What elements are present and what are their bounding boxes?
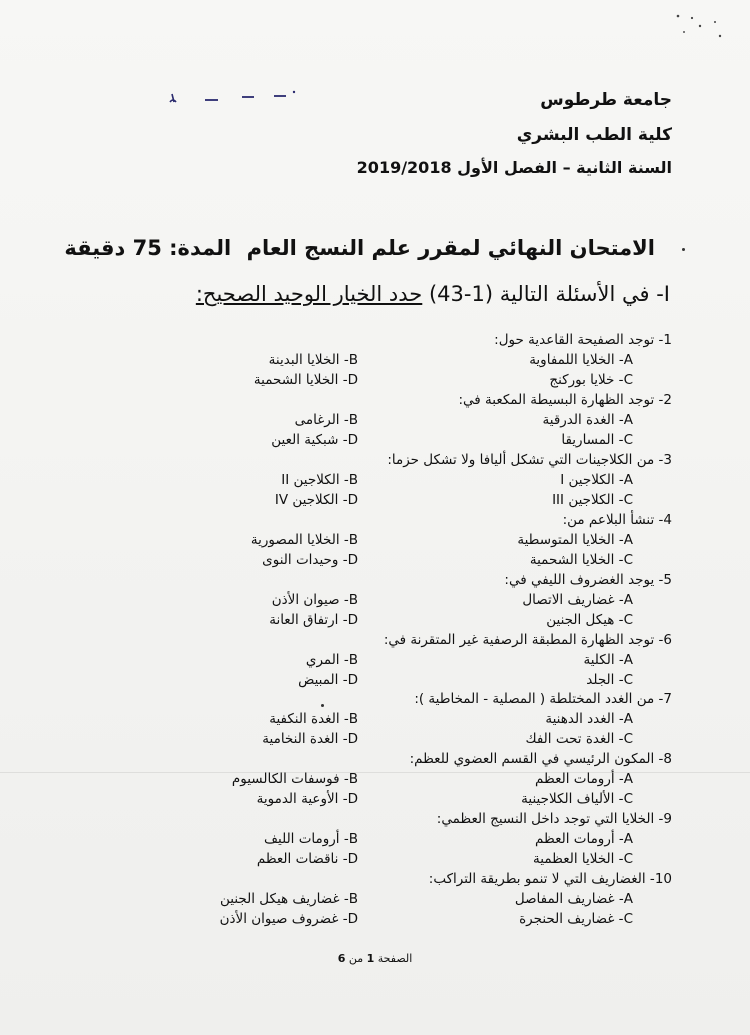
faculty-name: كلية الطب البشري <box>516 125 672 145</box>
footer-page-number: 1 <box>366 952 375 965</box>
q6-option-c: C- الجلد <box>586 672 633 688</box>
q7-option-a: A- الغدد الدهنية <box>545 711 633 727</box>
q7-option-c: C- الغدة تحت الفك <box>525 731 633 747</box>
year-semester: السنة الثانية – الفصل الأول 2019/2018 <box>356 158 672 177</box>
question-9: 9- الخلايا التي توجد داخل النسيج العظمي: <box>436 811 672 827</box>
q9-option-c: C- الخلايا العظمية <box>533 851 633 867</box>
q6-option-d: D- المبيض <box>298 672 358 688</box>
q6-option-b: B- المري <box>305 652 358 668</box>
q3-option-b: B- الكلاجين II <box>281 472 358 488</box>
q3-option-a: A- الكلاجين I <box>560 472 633 488</box>
q5-option-c: C- هيكل الجنين <box>546 612 633 628</box>
q8-option-a: A- أرومات العظم <box>535 771 633 787</box>
exam-duration: المدة: 75 دقيقة <box>64 236 232 260</box>
pen-marks <box>660 12 730 47</box>
question-8: 8- المكون الرئيسي في القسم العضوي للعظم: <box>409 751 672 767</box>
footer-of: من <box>348 952 364 965</box>
handwritten-dashes <box>150 88 310 118</box>
q10-option-b: B- غضاريف هيكل الجنين <box>219 891 358 907</box>
q4-option-a: A- الخلايا المتوسطية <box>517 532 633 548</box>
paper-fold <box>0 772 750 773</box>
page-footer <box>0 952 750 965</box>
question-6: 6- توجد الظهارة المطبقة الرصفية غير المتقرنة في: <box>383 632 672 648</box>
q8-option-d: D- الأوعية الدموية <box>256 791 358 807</box>
q9-option-b: B- أرومات الليف <box>264 831 358 847</box>
q4-option-c: C- الخلايا الشحمية <box>529 552 633 568</box>
q5-option-a: A- غضاريف الاتصال <box>522 592 633 608</box>
stray-dot <box>321 704 324 707</box>
q3-option-d: D- الكلاجين IV <box>274 492 358 508</box>
section-heading <box>196 282 670 306</box>
question-3: 3- من الكلاجينات التي تشكل أليافا ولا تشكل حزما: <box>387 452 672 468</box>
question-7: 7- من الغدد المختلطة ( المصلية - المخاطية ): <box>414 691 672 707</box>
question-1: 1- توجد الصفيحة القاعدية حول: <box>494 332 672 348</box>
university-name: جامعة طرطوس <box>540 90 672 110</box>
q10-option-d: D- غضروف صيوان الأذن <box>219 911 358 927</box>
q7-option-d: D- الغدة النخامية <box>262 731 358 747</box>
q9-option-d: D- ناقضات العظم <box>256 851 358 867</box>
bullet-mark <box>682 248 685 251</box>
q2-option-c: C- المساريقا <box>561 432 633 448</box>
q6-option-a: A- الكلية <box>583 652 633 668</box>
q3-option-c: C- الكلاجين III <box>552 492 633 508</box>
q1-option-c: C- خلايا بوركنج <box>549 372 633 388</box>
q1-option-a: A- الخلايا اللمفاوية <box>529 352 633 368</box>
question-2: 2- توجد الظهارة البسيطة المكعبة في: <box>458 392 672 408</box>
exam-title <box>64 236 655 260</box>
footer-prefix: الصفحة <box>377 952 413 965</box>
q5-option-d: D- ارتفاق العانة <box>269 612 358 628</box>
q10-option-a: A- غضاريف المفاصل <box>514 891 633 907</box>
q2-option-a: A- الغدة الدرقية <box>542 412 633 428</box>
question-5: 5- يوجد الغضروف الليفي في: <box>504 572 672 588</box>
section-instruction: حدد الخيار الوحيد الصحيح: <box>195 282 423 306</box>
q9-option-a: A- أرومات العظم <box>535 831 633 847</box>
exam-title-text: الامتحان النهائي لمقرر علم النسج العام <box>246 236 655 260</box>
question-10: 10- الغضاريف التي لا تنمو بطريقة التراكب: <box>428 871 672 887</box>
q7-option-b: B- الغدة النكفية <box>269 711 358 727</box>
q1-option-d: D- الخلايا الشحمية <box>253 372 358 388</box>
section-prefix: I- في الأسئلة التالية (1-43) <box>428 282 670 306</box>
q2-option-b: B- الرغامى <box>294 412 358 428</box>
q4-option-b: B- الخلايا المصورية <box>250 532 358 548</box>
footer-total-pages: 6 <box>337 952 346 965</box>
q1-option-b: B- الخلايا البدينة <box>268 352 358 368</box>
question-4: 4- تنشأ البلاعم من: <box>562 512 672 528</box>
q5-option-b: B- صيوان الأذن <box>271 592 358 608</box>
q4-option-d: D- وحيدات النوى <box>262 552 358 568</box>
q8-option-c: C- الألياف الكلاجينية <box>521 791 633 807</box>
q2-option-d: D- شبكية العين <box>271 432 358 448</box>
q8-option-b: B- فوسفات الكالسيوم <box>231 771 358 787</box>
q10-option-c: C- غضاريف الحنجرة <box>519 911 633 927</box>
